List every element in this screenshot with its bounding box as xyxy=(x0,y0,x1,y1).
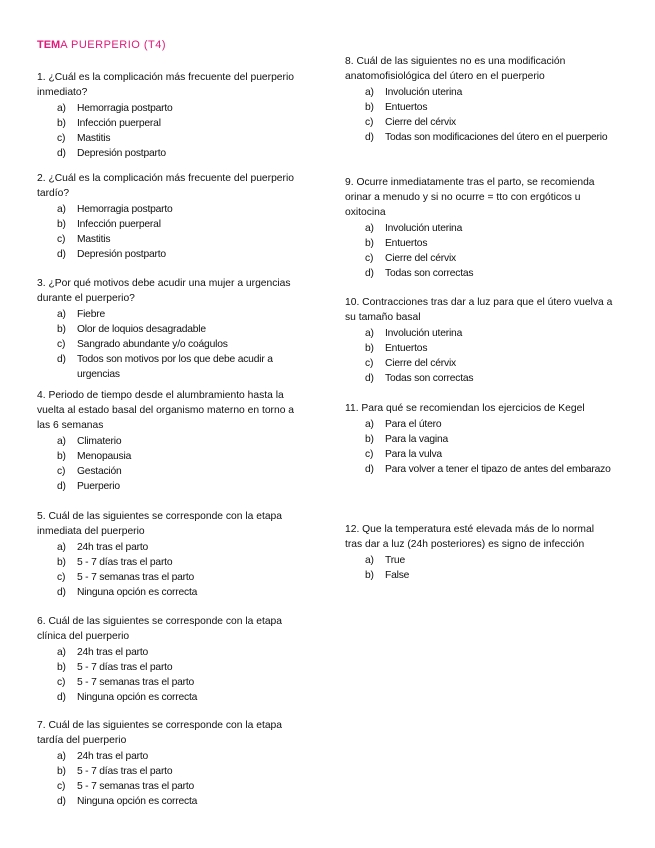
option-label: b) xyxy=(57,662,66,673)
option-label: c) xyxy=(365,449,374,460)
option-text: Fiebre xyxy=(77,309,105,320)
option-text: True xyxy=(385,555,405,566)
option-a xyxy=(37,749,305,764)
option-label: c) xyxy=(57,339,66,350)
option-text: Depresión postparto xyxy=(77,148,166,159)
question-8 xyxy=(345,54,613,145)
option-label: b) xyxy=(365,343,374,354)
option-text: Olor de loquios desagradable xyxy=(77,324,206,335)
option-label: a) xyxy=(365,328,374,339)
option-b xyxy=(345,432,613,447)
option-c xyxy=(37,779,305,794)
question-11 xyxy=(345,401,613,477)
page-title-bold: TEM xyxy=(37,39,61,51)
option-d xyxy=(37,247,305,262)
option-text: Mastitis xyxy=(77,133,111,144)
option-text: Todas son modificaciones del útero en el puerperio xyxy=(385,132,608,143)
option-b xyxy=(345,568,613,583)
option-text: Sangrado abundante y/o coágulos xyxy=(77,339,228,350)
option-text: 5 - 7 días tras el parto xyxy=(77,662,173,673)
option-text: Mastitis xyxy=(77,234,111,245)
option-label: c) xyxy=(57,234,66,245)
option-text: 5 - 7 semanas tras el parto xyxy=(77,781,195,792)
option-label: d) xyxy=(57,796,66,807)
option-b xyxy=(37,116,305,131)
option-label: b) xyxy=(57,219,66,230)
option-text: Ninguna opción es correcta xyxy=(77,796,198,807)
option-d xyxy=(345,462,613,477)
option-text: Cierre del cérvix xyxy=(385,117,456,128)
option-d xyxy=(345,266,613,281)
option-text: Hemorragia postparto xyxy=(77,103,173,114)
option-label: b) xyxy=(57,118,66,129)
option-text: Entuertos xyxy=(385,343,428,354)
option-label: d) xyxy=(57,481,66,492)
option-text: Infección puerperal xyxy=(77,118,161,129)
option-c xyxy=(37,337,305,352)
question-7 xyxy=(37,718,305,809)
option-label: d) xyxy=(57,354,66,365)
option-c xyxy=(345,356,613,371)
option-a xyxy=(37,645,305,660)
option-label: d) xyxy=(57,587,66,598)
option-a xyxy=(345,85,613,100)
question-text: 9. Ocurre inmediatamente tras el parto, se recomienda orinar a menudo y si no ocurre = tto con ergóticos u oxitocina xyxy=(345,177,595,218)
question-text: 3. ¿Por qué motivos debe acudir una mujer a urgencias durante el puerperio? xyxy=(37,278,291,304)
option-text: 5 - 7 semanas tras el parto xyxy=(77,677,195,688)
option-label: a) xyxy=(57,103,66,114)
option-a xyxy=(345,417,613,432)
question-text: 1. ¿Cuál es la complicación más frecuente del puerperio inmediato? xyxy=(37,72,294,98)
option-text: Entuertos xyxy=(385,102,428,113)
option-c xyxy=(37,464,305,479)
option-d xyxy=(345,130,613,145)
option-c xyxy=(37,131,305,146)
option-text: 24h tras el parto xyxy=(77,647,149,658)
option-b xyxy=(37,449,305,464)
option-d xyxy=(37,352,305,382)
option-label: a) xyxy=(57,309,66,320)
question-2 xyxy=(37,171,305,262)
option-c xyxy=(345,115,613,130)
option-text: Para volver a tener el tipazo de antes del embarazo xyxy=(385,464,611,475)
option-text: Depresión postparto xyxy=(77,249,166,260)
question-text: 10. Contracciones tras dar a luz para que el útero vuelva a su tamaño basal xyxy=(345,297,613,323)
option-a xyxy=(345,553,613,568)
option-label: c) xyxy=(365,117,374,128)
option-b xyxy=(345,100,613,115)
option-text: Climaterio xyxy=(77,436,122,447)
option-label: a) xyxy=(365,87,374,98)
option-label: b) xyxy=(365,102,374,113)
option-text: Infección puerperal xyxy=(77,219,161,230)
page-title xyxy=(37,39,166,51)
question-text: 4. Periodo de tiempo desde el alumbramiento hasta la vuelta al estado basal del organismo materno en torno a las 6 semanas xyxy=(37,390,295,431)
option-text: 5 - 7 semanas tras el parto xyxy=(77,572,195,583)
option-d xyxy=(37,146,305,161)
option-text: 5 - 7 días tras el parto xyxy=(77,766,173,777)
option-text: 24h tras el parto xyxy=(77,542,149,553)
page-title-rest: A PUERPERIO (T4) xyxy=(60,39,167,51)
option-text: Todas son correctas xyxy=(385,268,474,279)
option-text: Ninguna opción es correcta xyxy=(77,587,198,598)
option-label: d) xyxy=(365,373,374,384)
option-label: d) xyxy=(57,692,66,703)
question-10 xyxy=(345,295,613,386)
option-label: a) xyxy=(57,542,66,553)
option-label: c) xyxy=(57,677,66,688)
option-d xyxy=(345,371,613,386)
option-label: a) xyxy=(57,436,66,447)
option-label: d) xyxy=(365,132,374,143)
question-text: 11. Para qué se recomiendan los ejercicios de Kegel xyxy=(345,403,585,414)
option-text: Para la vulva xyxy=(385,449,442,460)
option-label: b) xyxy=(365,434,374,445)
question-5 xyxy=(37,509,305,600)
option-d xyxy=(37,690,305,705)
option-label: a) xyxy=(365,223,374,234)
question-3 xyxy=(37,276,305,382)
question-12 xyxy=(345,522,613,583)
option-b xyxy=(37,322,305,337)
option-text: Involución uterina xyxy=(385,87,463,98)
option-label: b) xyxy=(365,238,374,249)
option-text: Todas son correctas xyxy=(385,373,474,384)
option-label: a) xyxy=(365,419,374,430)
question-text: 2. ¿Cuál es la complicación más frecuente del puerperio tardío? xyxy=(37,173,294,199)
option-label: b) xyxy=(57,766,66,777)
question-6 xyxy=(37,614,305,705)
option-label: c) xyxy=(365,358,374,369)
option-label: a) xyxy=(57,204,66,215)
option-a xyxy=(37,307,305,322)
option-c xyxy=(37,675,305,690)
question-1 xyxy=(37,70,305,161)
option-label: d) xyxy=(57,148,66,159)
option-text: Para la vagina xyxy=(385,434,449,445)
option-b xyxy=(37,555,305,570)
option-label: b) xyxy=(365,570,374,581)
option-label: c) xyxy=(57,572,66,583)
option-text: Involución uterina xyxy=(385,328,463,339)
option-c xyxy=(345,447,613,462)
option-label: d) xyxy=(57,249,66,260)
option-c xyxy=(37,570,305,585)
option-label: b) xyxy=(57,557,66,568)
question-9 xyxy=(345,175,613,281)
option-c xyxy=(345,251,613,266)
option-label: a) xyxy=(365,555,374,566)
option-text: Cierre del cérvix xyxy=(385,253,456,264)
question-text: 7. Cuál de las siguientes se corresponde con la etapa tardía del puerperio xyxy=(37,720,282,746)
option-text: Cierre del cérvix xyxy=(385,358,456,369)
option-a xyxy=(37,434,305,449)
option-label: d) xyxy=(365,464,374,475)
option-d xyxy=(37,585,305,600)
question-text: 8. Cuál de las siguientes no es una modificación anatomofisiológica del útero en el puerperio xyxy=(345,56,566,82)
option-text: Puerperio xyxy=(77,481,120,492)
question-text: 6. Cuál de las siguientes se corresponde con la etapa clínica del puerperio xyxy=(37,616,282,642)
option-text: False xyxy=(385,570,410,581)
option-a xyxy=(345,221,613,236)
question-text: 5. Cuál de las siguientes se corresponde con la etapa inmediata del puerperio xyxy=(37,511,282,537)
option-text: Todos son motivos por los que debe acudir a urgencias xyxy=(77,354,273,380)
option-a xyxy=(37,202,305,217)
option-text: Para el útero xyxy=(385,419,442,430)
option-c xyxy=(37,232,305,247)
option-label: c) xyxy=(57,781,66,792)
option-b xyxy=(345,236,613,251)
option-text: 24h tras el parto xyxy=(77,751,149,762)
option-label: c) xyxy=(365,253,374,264)
option-text: 5 - 7 días tras el parto xyxy=(77,557,173,568)
option-label: c) xyxy=(57,466,66,477)
question-4 xyxy=(37,388,305,494)
option-d xyxy=(37,479,305,494)
option-a xyxy=(37,101,305,116)
option-text: Hemorragia postparto xyxy=(77,204,173,215)
option-label: c) xyxy=(57,133,66,144)
option-d xyxy=(37,794,305,809)
option-a xyxy=(37,540,305,555)
option-b xyxy=(37,764,305,779)
option-text: Involución uterina xyxy=(385,223,463,234)
option-label: a) xyxy=(57,647,66,658)
option-b xyxy=(37,217,305,232)
option-label: d) xyxy=(365,268,374,279)
option-text: Gestación xyxy=(77,466,122,477)
option-b xyxy=(37,660,305,675)
option-text: Ninguna opción es correcta xyxy=(77,692,198,703)
option-label: b) xyxy=(57,324,66,335)
option-b xyxy=(345,341,613,356)
option-label: a) xyxy=(57,751,66,762)
option-text: Entuertos xyxy=(385,238,428,249)
option-a xyxy=(345,326,613,341)
option-label: b) xyxy=(57,451,66,462)
question-text: 12. Que la temperatura esté elevada más de lo normal tras dar a luz (24h posteriores) es signo de infección xyxy=(345,524,594,550)
option-text: Menopausia xyxy=(77,451,132,462)
